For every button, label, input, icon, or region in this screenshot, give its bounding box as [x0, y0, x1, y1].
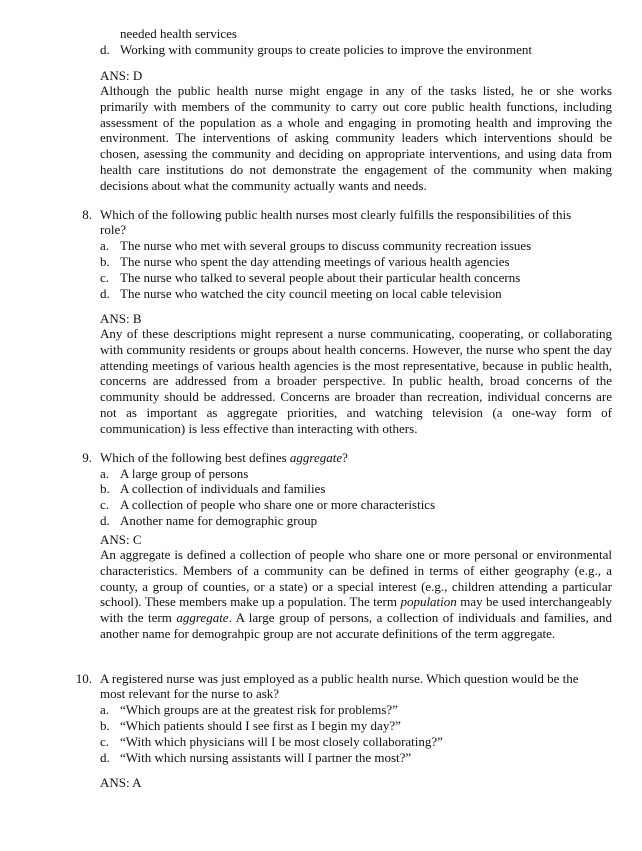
q10-option-a-letter: a.	[100, 702, 110, 717]
q8-rationale: Any of these descriptions might represent a nurse communicating, cooperating, or collaborating with community residents or groups about health concerns. However, the nurse who spent the day attending meetings of various health agencies is the most representative, because in public health, concerns are addressed from a broader perspective. In public health, broad concerns of the community should be addressed. Concerns are broader than recreation, individual concerns are not as important as aggregate priorities, and watching television (a one-way form of communication) is less effective than interacting with others.	[100, 326, 612, 436]
q10-option-c-text: “With which physicians will I be most closely collaborating?”	[120, 734, 443, 749]
q8-stem-line2: role?	[100, 222, 126, 237]
prev-answer: ANS: D	[100, 68, 143, 83]
q8-option-c-text: The nurse who talked to several people about their particular health concerns	[120, 270, 521, 285]
q10-answer: ANS: A	[100, 775, 142, 790]
q9-option-c-text: A collection of people who share one or more characteristics	[120, 497, 436, 512]
q10-option-b-letter: b.	[100, 718, 110, 733]
q9-option-a-letter: a.	[100, 466, 110, 481]
q8-option-a-text: The nurse who met with several groups to discuss community recreation issues	[120, 238, 532, 253]
q8-option-c-letter: c.	[100, 270, 110, 285]
q9-option-a-text: A large group of persons	[120, 466, 249, 481]
q9-answer: ANS: C	[100, 532, 142, 547]
q8-number: 8.	[82, 207, 92, 222]
q9-option-d-letter: d.	[100, 513, 110, 528]
q10-option-b-text: “Which patients should I see first as I begin my day?”	[120, 718, 401, 733]
q9-option-c-letter: c.	[100, 497, 110, 512]
q9-option-d-text: Another name for demographic group	[120, 513, 318, 528]
q8-option-b-letter: b.	[100, 254, 110, 269]
prev-rationale: Although the public health nurse might engage in any of the tasks listed, he or she works primarily with members of the community to carry out core public health functions, including assessment of the population as a whole and engaging in promoting health and improving the environment. The interventions of asking community leaders which interventions should be chosen, asessing the community and deciding on appropriate interventions, and using data from health care institutions do not demonstrate the engagement of the community when making decisions about what the community actually wants and needs.	[100, 83, 612, 193]
q10-stem-line2: most relevant for the nurse to ask?	[100, 686, 280, 701]
q10-option-a-text: “Which groups are at the greatest risk for problems?”	[120, 702, 398, 717]
q10-stem-line1: A registered nurse was just employed as a public health nurse. Which question would be the	[100, 671, 579, 686]
prev-option-d-text: Working with community groups to create policies to improve the environment	[120, 42, 532, 57]
q9-number: 9.	[82, 450, 92, 465]
prev-option-d-letter: d.	[100, 42, 110, 57]
q9-stem: Which of the following best defines aggregate?	[100, 450, 348, 465]
q10-option-c-letter: c.	[100, 734, 110, 749]
q8-stem-line1: Which of the following public health nurses most clearly fulfills the responsibilities of this	[100, 207, 572, 222]
q8-answer: ANS: B	[100, 311, 142, 326]
q9-option-b-text: A collection of individuals and families	[120, 481, 326, 496]
q10-number: 10.	[75, 671, 92, 686]
q8-option-b-text: The nurse who spent the day attending meetings of various health agencies	[120, 254, 510, 269]
q8-option-d-text: The nurse who watched the city council meeting on local cable television	[120, 286, 502, 301]
q8-option-d-letter: d.	[100, 286, 110, 301]
q10-option-d-text: “With which nursing assistants will I partner the most?”	[120, 750, 412, 765]
q8-option-a-letter: a.	[100, 238, 110, 253]
q9-rationale: An aggregate is defined a collection of people who share one or more personal or environmental characteristics. Members of a community can be defined in terms of either geography (e.g., a county, a group of counties, or a state) or a special interest (e.g., children attending a particular school). These members make up a population. The term population may be used interchangeably with the term aggregate. A large group of persons, a collection of individuals and families, and another name for demograhpic group are not accurate definitions of the term aggregate.	[100, 547, 613, 641]
prev-option-c-tail: needed health services	[120, 26, 237, 41]
q9-option-b-letter: b.	[100, 481, 110, 496]
q10-option-d-letter: d.	[100, 750, 110, 765]
